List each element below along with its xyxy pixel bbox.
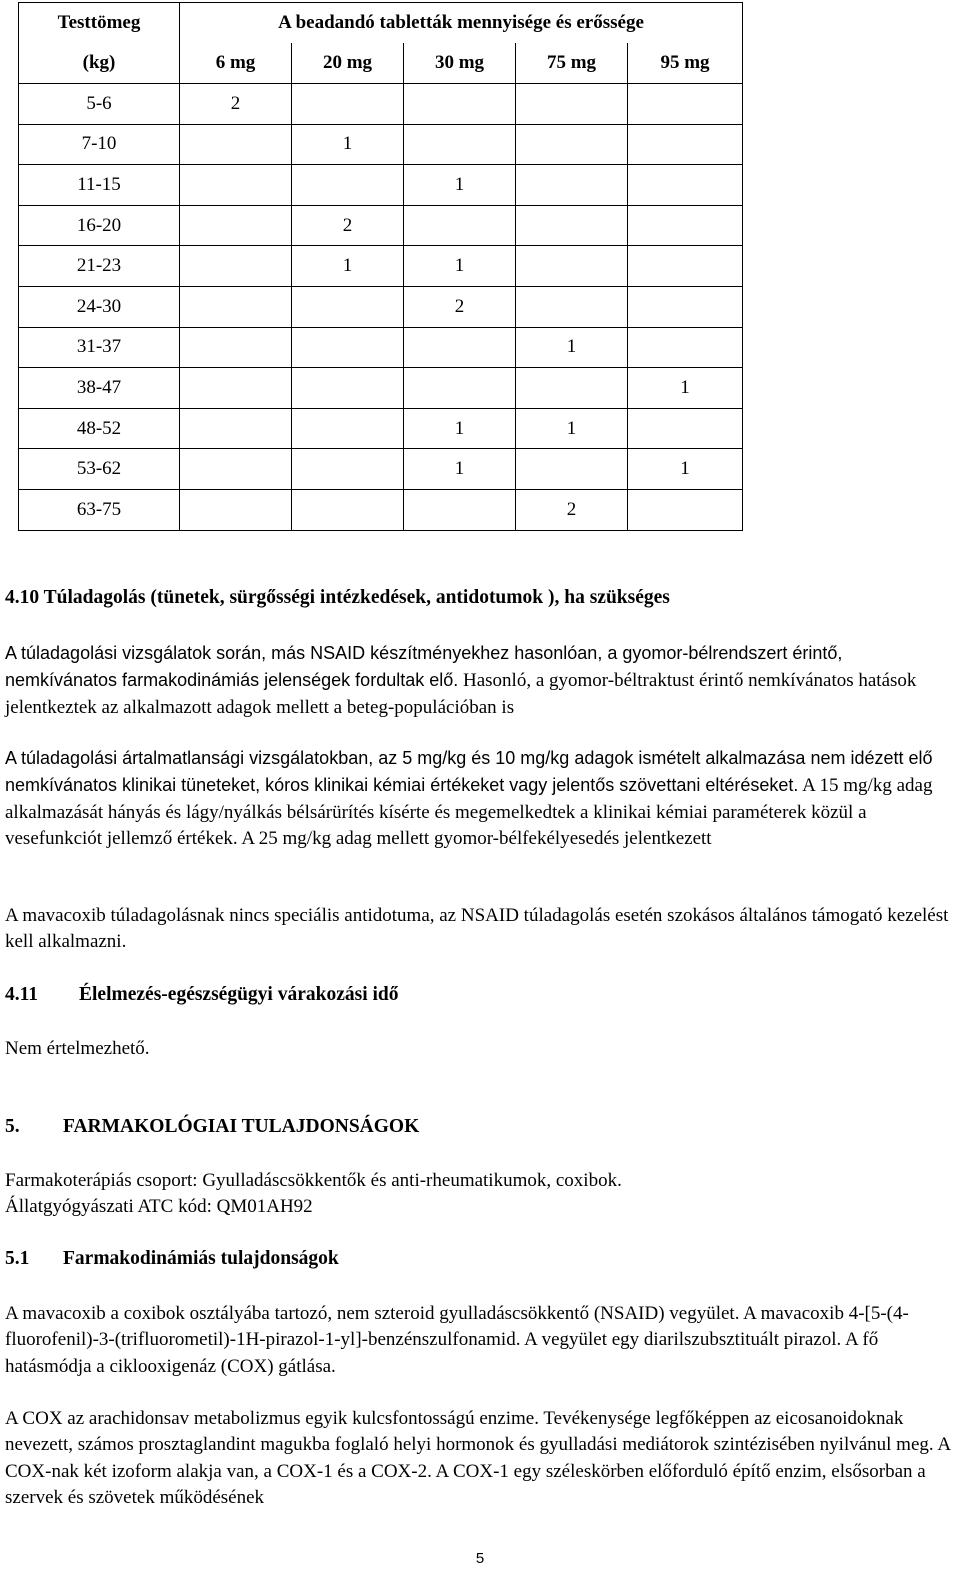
tablet-count-cell <box>628 408 743 449</box>
tablet-count-cell <box>292 408 404 449</box>
weight-header-unit: (kg) <box>19 43 180 84</box>
table-row <box>19 368 743 409</box>
dose-table <box>18 2 743 531</box>
tablet-count-cell <box>628 205 743 246</box>
tablet-count-cell <box>516 84 628 125</box>
dose-header-20mg: 20 mg <box>292 43 404 84</box>
paragraph-overdose-2-serif: A 15 mg/kg adag alkalmazását hányás és lágy/nyálkás bélsárürítés kísérte és megemelkedtek a klinikai kémiai paraméterek közül a vesefunkciót jellemző értékek. A 25 mg/kg adag mellett gyomor-bélfekélyesedés jelentkezett <box>5 775 933 849</box>
tablet-count-cell <box>180 327 292 368</box>
tablet-count-cell: 2 <box>180 84 292 125</box>
weight-range-cell: 38-47 <box>19 368 180 409</box>
tablet-count-cell <box>292 165 404 206</box>
tablet-count-cell: 2 <box>516 489 628 530</box>
tablet-count-cell <box>404 489 516 530</box>
paragraph-overdose-1-serif: Hasonló, a gyomor-béltraktust érintő nemkívánatos hatások jelentkeztek az alkalmazott adagok mellett a beteg-populációban is <box>5 670 917 718</box>
tablet-count-cell <box>292 286 404 327</box>
paragraph-overdose-3: A mavacoxib túladagolásnak nincs speciális antidotuma, az NSAID túladagolás esetén szokásos általános támogató kezelést kell alkalmazni. <box>5 905 949 953</box>
tablet-count-cell <box>404 205 516 246</box>
paragraph-pharmacodynamics-2: A COX az arachidonsav metabolizmus egyik kulcsfontosságú enzime. Tevékenysége legfőképpen az eicosanoidoknak nevezett, számos prosztaglandint magukba foglaló helyi hormonok és gyulladási mediátorok szintézisében nyilvánul meg. A COX-nak két izoform alakja van, a COX-1 és a COX-2. A COX-1 egy széleskörben előforduló építő enzim, elsősorban a szervek és szövetek működésének <box>5 1408 951 1508</box>
heading-5-1-title: Farmakodinámiás tulajdonságok <box>63 1248 339 1269</box>
table-row <box>19 327 743 368</box>
tablet-count-cell: 1 <box>404 165 516 206</box>
weight-header <box>19 3 180 44</box>
tablet-count-cell: 1 <box>292 124 404 165</box>
dose-header-title: A beadandó tabletták mennyisége és erőssége <box>180 3 743 44</box>
tablet-count-cell <box>628 327 743 368</box>
tablet-count-cell <box>516 449 628 490</box>
heading-4-11-title: Élelmezés-egészségügyi várakozási idő <box>79 984 399 1005</box>
dose-table-body <box>19 84 743 531</box>
tablet-count-cell <box>516 124 628 165</box>
weight-range-cell: 16-20 <box>19 205 180 246</box>
heading-5-title: FARMAKOLÓGIAI TULAJDONSÁGOK <box>63 1116 420 1137</box>
tablet-count-cell <box>180 449 292 490</box>
table-row <box>19 165 743 206</box>
paragraph-atc <box>5 1168 955 1221</box>
atc-code: Állatgyógyászati ATC kód: QM01AH92 <box>5 1196 313 1218</box>
tablet-count-cell <box>516 165 628 206</box>
weight-range-cell: 21-23 <box>19 246 180 287</box>
tablet-count-cell <box>516 368 628 409</box>
dose-header-95mg: 95 mg <box>628 43 743 84</box>
page-number: 5 <box>475 1550 485 1567</box>
paragraph-overdose-1 <box>5 640 955 721</box>
tablet-count-cell: 1 <box>516 408 628 449</box>
tablet-count-cell <box>180 408 292 449</box>
tablet-count-cell <box>180 489 292 530</box>
dose-header-75mg: 75 mg <box>516 43 628 84</box>
tablet-count-cell <box>628 489 743 530</box>
tablet-count-cell <box>180 286 292 327</box>
tablet-count-cell: 1 <box>292 246 404 287</box>
weight-range-cell: 7-10 <box>19 124 180 165</box>
heading-4-10: 4.10 Túladagolás (tünetek, sürgősségi intézkedések, antidotumok ), ha szükséges <box>5 587 670 608</box>
paragraph-overdose-2 <box>5 745 955 852</box>
tablet-count-cell: 1 <box>516 327 628 368</box>
paragraph-overdose-2-sans: A túladagolási ártalmatlansági vizsgálatokban, az 5 mg/kg és 10 mg/kg adagok ismételt alkalmazása nem idézett elő nemkívánatos klinikai tüneteket, kóros klinikai kémiai értékeket vagy jelentős szövettani eltéréseket. <box>5 748 933 796</box>
paragraph-overdose-1-sans: A túladagolási vizsgálatok során, más NSAID készítményekhez hasonlóan, a gyomor-bélrendszert érintő, nemkívánatos farmakodinámiás jelenségek fordultak elő. <box>5 643 843 691</box>
tablet-count-cell: 1 <box>404 408 516 449</box>
heading-5-1-number: 5.1 <box>5 1248 30 1269</box>
tablet-count-cell: 2 <box>404 286 516 327</box>
tablet-count-cell <box>404 368 516 409</box>
tablet-count-cell <box>628 84 743 125</box>
table-row <box>19 84 743 125</box>
weight-range-cell: 48-52 <box>19 408 180 449</box>
heading-5-number: 5. <box>5 1116 20 1137</box>
heading-5-1 <box>5 1248 955 1270</box>
tablet-count-cell <box>292 449 404 490</box>
tablet-count-cell <box>180 165 292 206</box>
weight-range-cell: 31-37 <box>19 327 180 368</box>
tablet-count-cell <box>292 368 404 409</box>
table-row <box>19 205 743 246</box>
tablet-count-cell: 1 <box>628 368 743 409</box>
table-row <box>19 449 743 490</box>
tablet-count-cell <box>404 124 516 165</box>
table-row <box>19 124 743 165</box>
tablet-count-cell <box>292 327 404 368</box>
weight-range-cell: 63-75 <box>19 489 180 530</box>
tablet-count-cell <box>628 246 743 287</box>
tablet-count-cell <box>516 205 628 246</box>
weight-range-cell: 5-6 <box>19 84 180 125</box>
weight-range-cell: 11-15 <box>19 165 180 206</box>
tablet-count-cell <box>180 368 292 409</box>
paragraph-withdrawal: Nem értelmezhető. <box>5 1038 150 1059</box>
paragraph-pharmacodynamics-1: A mavacoxib a coxibok osztályába tartozó, nem szteroid gyulladáscsökkentő (NSAID) vegyület. A mavacoxib 4-[5-(4-fluorofenil)-3-(trifluorometil)-1H-pirazol-1-yl]-benzénszulfonamid. A vegyület egy diarilszubsztituált pirazol. A fő hatásmódja a ciklooxigenáz (COX) gátlása. <box>5 1303 909 1377</box>
tablet-count-cell <box>404 84 516 125</box>
tablet-count-cell: 1 <box>404 246 516 287</box>
table-row <box>19 246 743 287</box>
tablet-count-cell <box>516 286 628 327</box>
tablet-count-cell <box>516 246 628 287</box>
tablet-count-cell <box>292 84 404 125</box>
tablet-count-cell <box>404 327 516 368</box>
tablet-count-cell <box>180 246 292 287</box>
weight-range-cell: 53-62 <box>19 449 180 490</box>
table-row <box>19 489 743 530</box>
table-row <box>19 408 743 449</box>
tablet-count-cell <box>628 286 743 327</box>
tablet-count-cell <box>180 124 292 165</box>
tablet-count-cell <box>628 165 743 206</box>
dose-header-30mg: 30 mg <box>404 43 516 84</box>
heading-5 <box>5 1116 955 1138</box>
heading-4-11 <box>5 984 955 1006</box>
tablet-count-cell: 1 <box>404 449 516 490</box>
tablet-count-cell <box>292 489 404 530</box>
pharmacotherapeutic-group: Farmakoterápiás csoport: Gyulladáscsökkentők és anti-rheumatikumok, coxibok. <box>5 1170 622 1191</box>
heading-4-11-number: 4.11 <box>5 984 39 1005</box>
table-row <box>19 286 743 327</box>
weight-range-cell: 24-30 <box>19 286 180 327</box>
dose-header-6mg: 6 mg <box>180 43 292 84</box>
tablet-count-cell: 2 <box>292 205 404 246</box>
tablet-count-cell <box>628 124 743 165</box>
tablet-count-cell: 1 <box>628 449 743 490</box>
tablet-count-cell <box>180 205 292 246</box>
weight-header-line1: Testtömeg <box>57 12 141 33</box>
